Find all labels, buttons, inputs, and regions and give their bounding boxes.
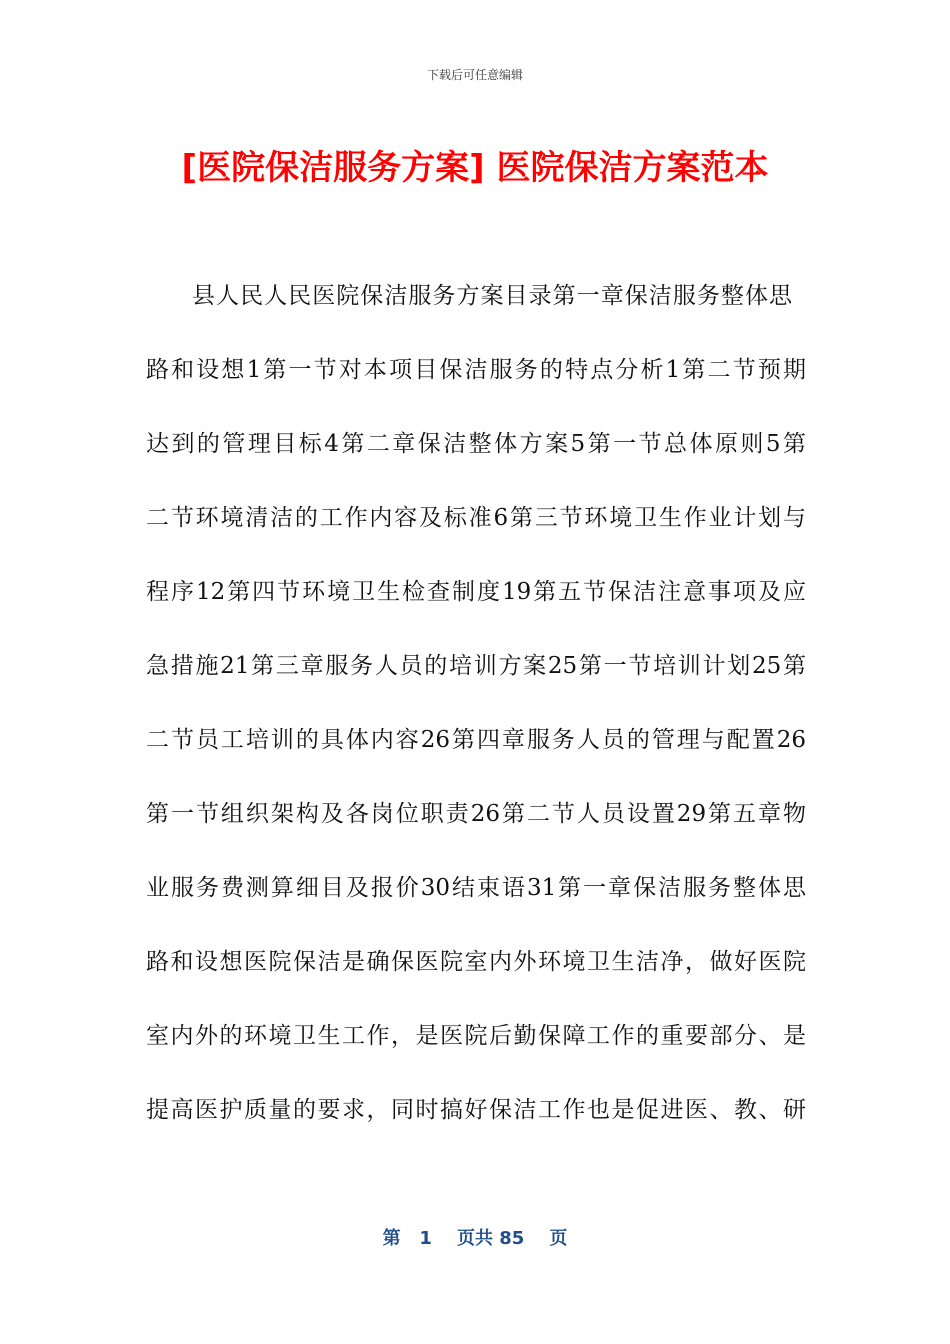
footer-suffix: 页 xyxy=(549,1228,568,1249)
body-line: 二节环境清洁的工作内容及标准6第三节环境卫生作业计划与 xyxy=(146,505,806,531)
body-line: 业服务费测算细目及报价30结束语31第一章保洁服务整体思 xyxy=(146,875,806,901)
body-line: 二节员工培训的具体内容26第四章服务人员的管理与配置26 xyxy=(146,727,806,753)
body-line: 室内外的环境卫生工作，是医院后勤保障工作的重要部分、是 xyxy=(146,1023,806,1049)
page-footer xyxy=(0,1224,950,1250)
body-line: 提高医护质量的要求，同时搞好保洁工作也是促进医、教、研 xyxy=(146,1097,806,1123)
body-line: 路和设想医院保洁是确保医院室内外环境卫生洁净，做好医院 xyxy=(146,949,806,975)
footer-middle: 页共 xyxy=(457,1228,493,1249)
body-line: 县人民人民医院保洁服务方案目录第一章保洁服务整体思 xyxy=(192,283,792,309)
body-line: 达到的管理目标4第二章保洁整体方案5第一节总体原则5第 xyxy=(146,431,806,457)
footer-page-number: 1 xyxy=(419,1228,432,1249)
document-title: [医院保洁服务方案] 医院保洁方案范本 xyxy=(181,148,769,188)
header-note: 下载后可任意编辑 xyxy=(426,68,523,82)
body-line: 急措施21第三章服务人员的培训方案25第一节培训计划25第 xyxy=(146,653,806,679)
body-line: 路和设想1第一节对本项目保洁服务的特点分析1第二节预期 xyxy=(146,357,806,383)
body-line: 第一节组织架构及各岗位职责26第二节人员设置29第五章物 xyxy=(146,801,806,827)
footer-prefix: 第 xyxy=(382,1228,401,1249)
body-line: 程序12第四节环境卫生检查制度19第五节保洁注意事项及应 xyxy=(146,579,806,605)
footer-total-pages: 85 xyxy=(499,1228,525,1249)
